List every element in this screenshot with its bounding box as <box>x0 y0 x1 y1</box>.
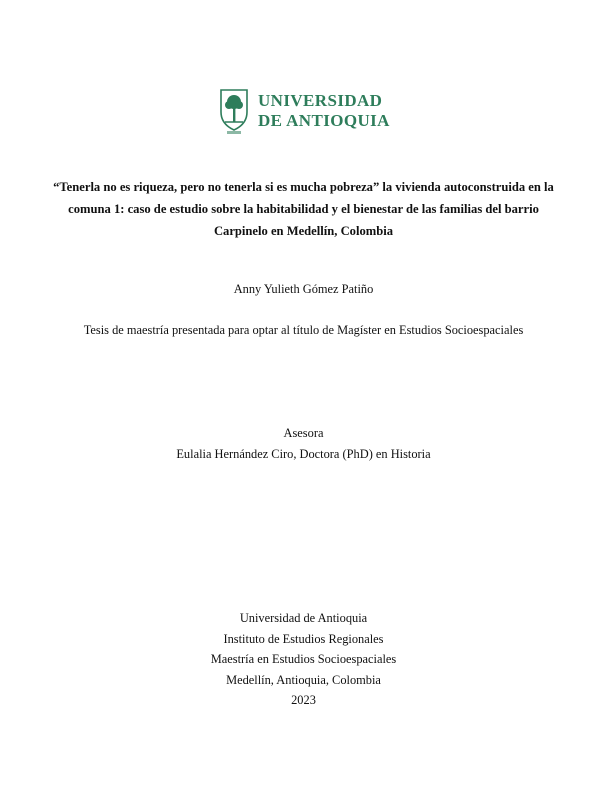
university-wordmark <box>258 91 390 131</box>
institution-university: Universidad de Antioquia <box>239 611 368 625</box>
thesis-statement: Tesis de maestría presentada para optar al título de Magíster en Estudios Socioespaciales <box>83 323 524 337</box>
institution-year: 2023 <box>291 693 316 707</box>
thesis-title: “Tenerla no es riqueza, pero no tenerla si es mucha pobreza” la vivienda autoconstruida en la comuna 1: caso de estudio sobre la habitabilidad y el bienestar de las familias del barrio Carpinelo en Medellín, Colombia <box>53 180 554 238</box>
advisor-name: Eulalia Hernández Ciro, Doctora (PhD) en Historia <box>176 447 431 461</box>
institution-institute: Instituto de Estudios Regionales <box>223 632 384 646</box>
institution-program: Maestría en Estudios Socioespaciales <box>210 652 397 666</box>
wordmark-line-2: DE ANTIOQUIA <box>258 111 390 130</box>
university-seal-icon <box>218 86 250 134</box>
university-logo <box>218 86 390 136</box>
institution-location: Medellín, Antioquia, Colombia <box>226 673 381 687</box>
advisor-label: Asesora <box>283 426 324 440</box>
wordmark-line-1: UNIVERSIDAD <box>258 91 383 110</box>
author-name: Anny Yulieth Gómez Patiño <box>233 282 374 296</box>
